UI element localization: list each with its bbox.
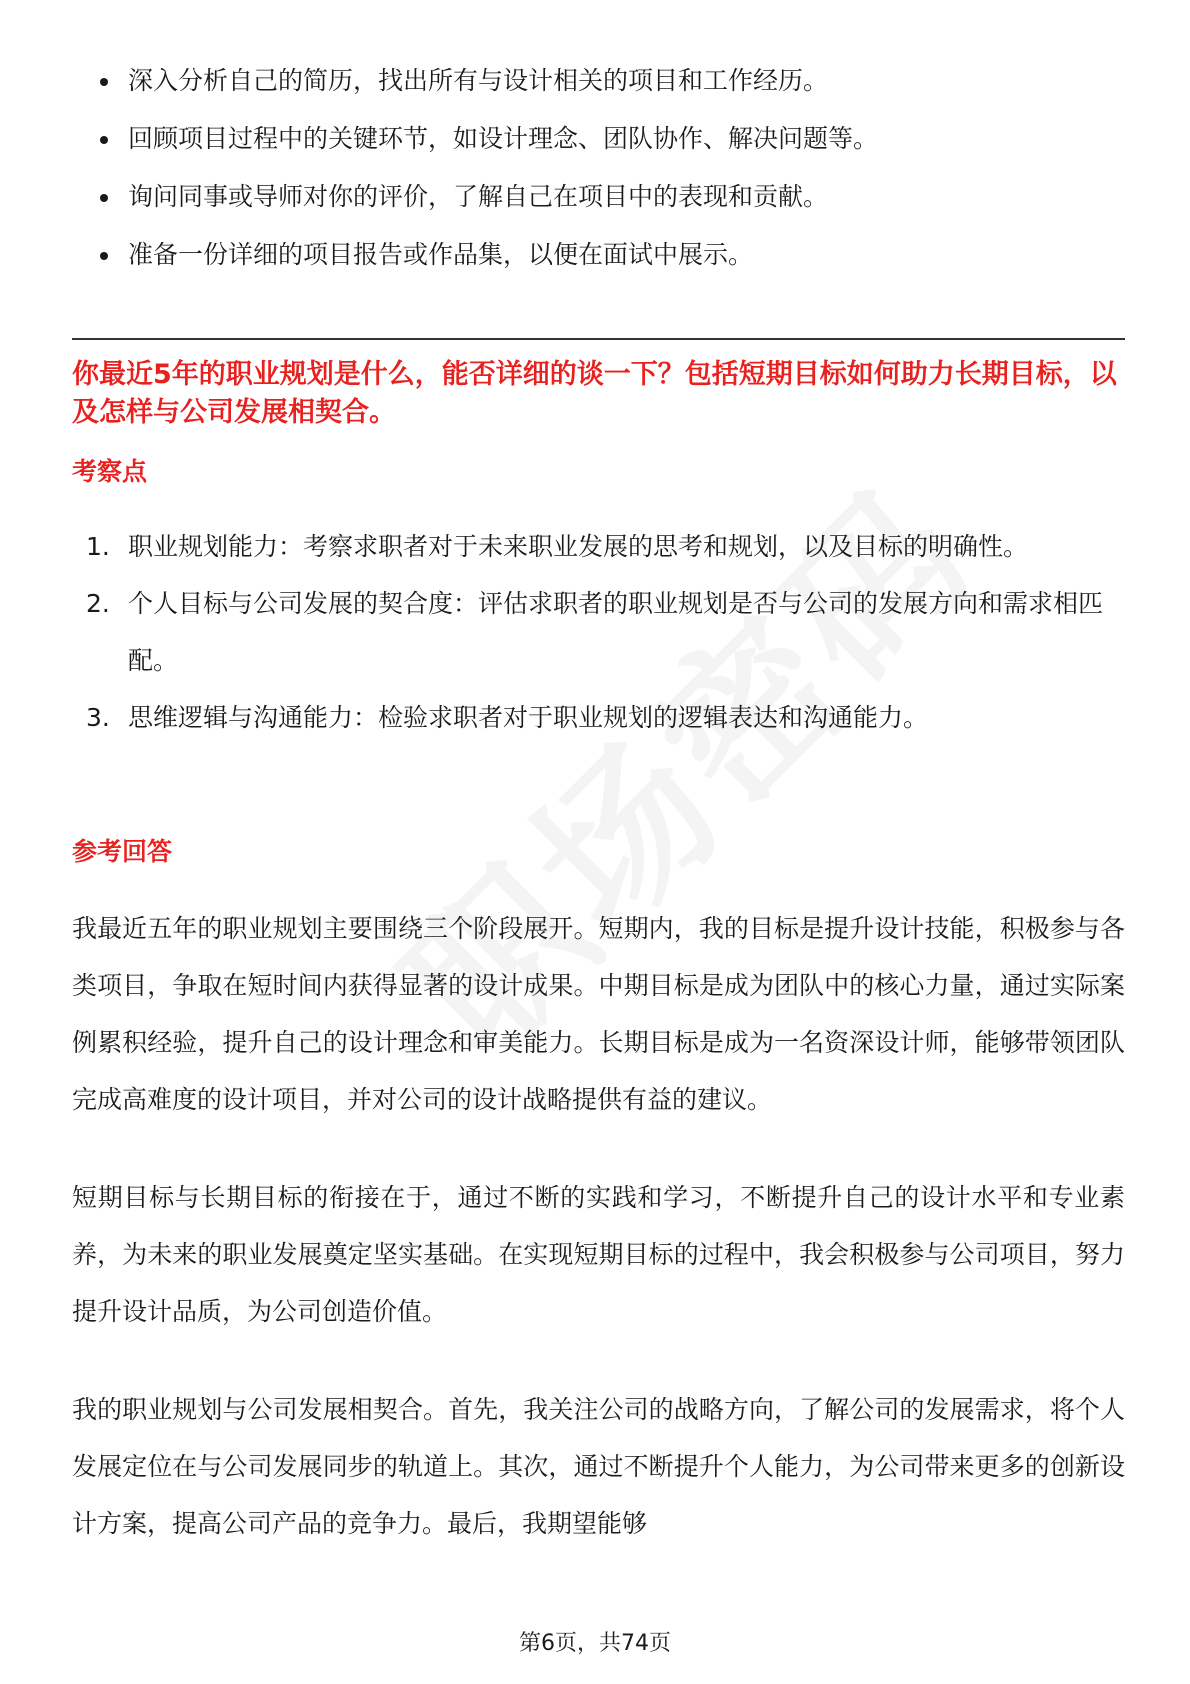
answer-body: [72, 900, 1125, 1593]
points-list: [72, 518, 1122, 746]
list-item: 3. 思维逻辑与沟通能力：检验求职者对于职业规划的逻辑表达和沟通能力。: [72, 689, 1122, 746]
section-divider: [72, 338, 1125, 340]
bullet-icon: [100, 194, 108, 202]
list-item: 询问同事或导师对你的评价，了解自己在项目中的表现和贡献。: [72, 168, 1122, 226]
paragraph: 我最近五年的职业规划主要围绕三个阶段展开。短期内，我的目标是提升设计技能，积极参与各类项目，争取在短时间内获得显著的设计成果。中期目标是成为团队中的核心力量，通过实际案例累积经验，提升自己的设计理念和审美能力。长期目标是成为一名资深设计师，能够带领团队完成高难度的设计项目，并对公司的设计战略提供有益的建议。: [72, 914, 1125, 1114]
paragraph: 我的职业规划与公司发展相契合。首先，我关注公司的战略方向，了解公司的发展需求，将个人发展定位在与公司发展同步的轨道上。其次，通过不断提升个人能力，为公司带来更多的创新设计方案，提高公司产品的竞争力。最后，我期望能够: [72, 1395, 1125, 1538]
bullet-icon: [100, 78, 108, 86]
list-item: 1. 职业规划能力：考察求职者对于未来职业发展的思考和规划，以及目标的明确性。: [72, 518, 1122, 575]
points-section-title: 考察点: [72, 457, 148, 486]
question-heading: 你最近5年的职业规划是什么，能否详细的谈一下？包括短期目标如何助力长期目标，以及怎样与公司发展相契合。: [72, 359, 1117, 428]
bullet-icon: [100, 136, 108, 144]
list-item: 2. 个人目标与公司发展的契合度：评估求职者的职业规划是否与公司的发展方向和需求相匹配。: [72, 575, 1122, 689]
list-item: 回顾项目过程中的关键环节，如设计理念、团队协作、解决问题等。: [72, 110, 1122, 168]
tips-list: [72, 52, 1122, 284]
item-number: 2.: [86, 589, 110, 618]
item-number: 3.: [86, 703, 110, 732]
paragraph: 短期目标与长期目标的衔接在于，通过不断的实践和学习，不断提升自己的设计水平和专业素养，为未来的职业发展奠定坚实基础。在实现短期目标的过程中，我会积极参与公司项目，努力提升设计品质，为公司创造价值。: [72, 1183, 1125, 1326]
item-number: 1.: [86, 532, 110, 561]
page-footer: 第6页，共74页: [519, 1631, 671, 1656]
list-item: 深入分析自己的简历，找出所有与设计相关的项目和工作经历。: [72, 52, 1122, 110]
bullet-icon: [100, 252, 108, 260]
answer-section-title: 参考回答: [72, 837, 173, 866]
list-item: 准备一份详细的项目报告或作品集，以便在面试中展示。: [72, 226, 1122, 284]
